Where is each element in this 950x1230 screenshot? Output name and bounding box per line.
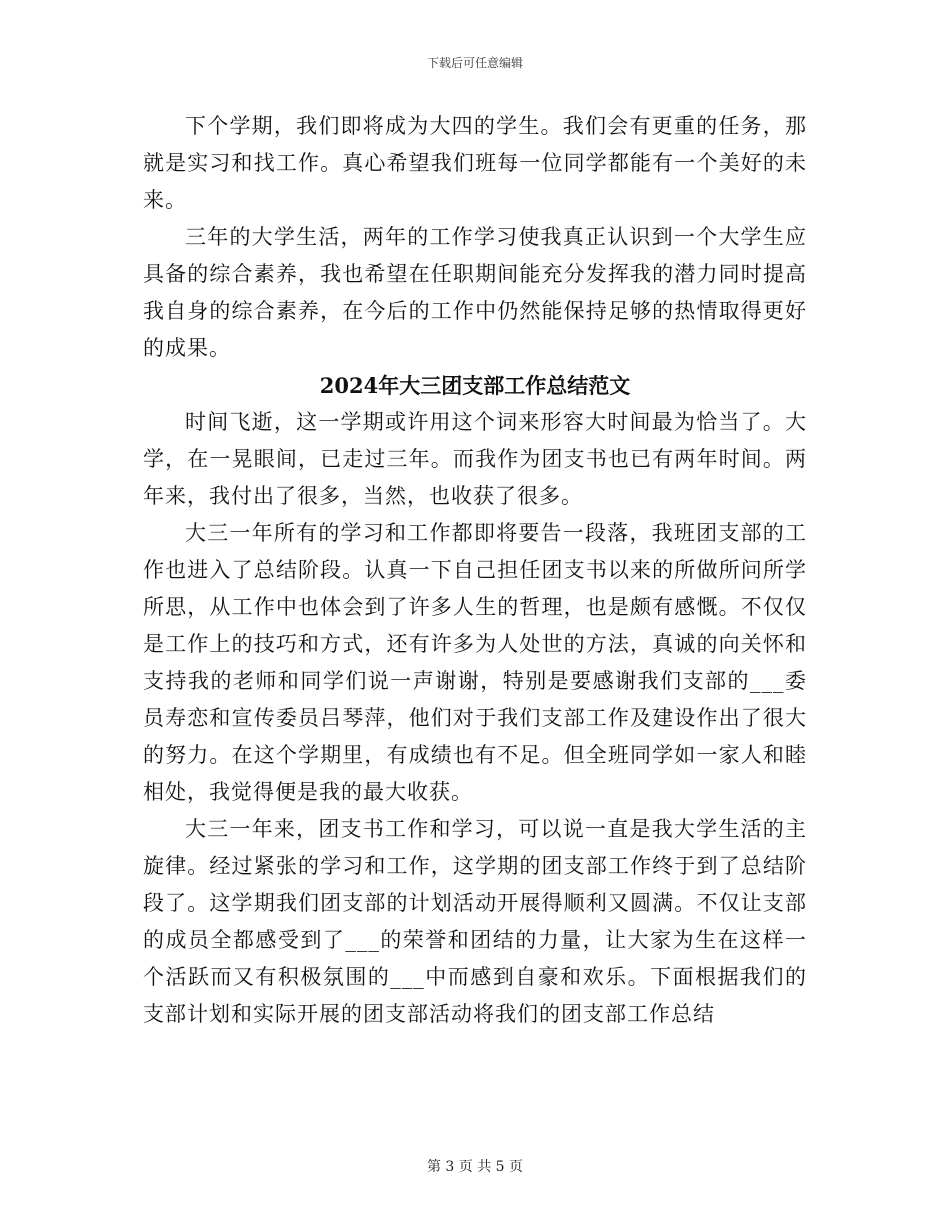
page-number: 第 3 页 共 5 页: [426, 1159, 524, 1175]
section-title: 2024年大三团支部工作总结范文: [319, 373, 631, 398]
paragraph: 大三一年来，团支书工作和学习，可以说一直是我大学生活的主旋律。经过紧张的学习和工作，这学期的团支部工作终于到了总结阶段了。这学期我们团支部的计划活动开展得顺利又圆满。不仅让支部的成员全都感受到了___的荣誉和团结的力量，让大家为生在这样一个活跃而又有积极氛围的___中而感到自豪和欢乐。下面根据我们的支部计划和实际开展的团支部活动将我们的团支部工作总结: [143, 817, 807, 1026]
document-body: [143, 108, 807, 1033]
paragraph: 三年的大学生活，两年的工作学习使我真正认识到一个大学生应具备的综合素养，我也希望在任职期间能充分发挥我的潜力同时提高我自身的综合素养，在今后的工作中仍然能保持足够的热情取得更好的成果。: [143, 225, 807, 360]
paragraph: 时间飞逝，这一学期或许用这个词来形容大时间最为恰当了。大学，在一晃眼间，已走过三年。而我作为团支书也已有两年时间。两年来，我付出了很多，当然，也收获了很多。: [143, 410, 807, 508]
paragraph: 大三一年所有的学习和工作都即将要告一段落，我班团支部的工作也进入了总结阶段。认真一下自己担任团支书以来的所做所问所学所思，从工作中也体会到了许多人生的哲理，也是颇有感慨。不仅仅是工作上的技巧和方式，还有许多为人处世的方法，真诚的向关怀和支持我的老师和同学们说一声谢谢，特别是要感谢我们支部的___委员寿恋和宣传委员吕琴萍，他们对于我们支部工作及建设作出了很大的努力。在这个学期里，有成绩也有不足。但全班同学如一家人和睦相处，我觉得便是我的最大收获。: [143, 521, 807, 804]
paragraph: 下个学期，我们即将成为大四的学生。我们会有更重的任务，那就是实习和找工作。真心希望我们班每一位同学都能有一个美好的未来。: [143, 114, 807, 212]
page-header-note: 下载后可任意编辑: [426, 56, 523, 70]
